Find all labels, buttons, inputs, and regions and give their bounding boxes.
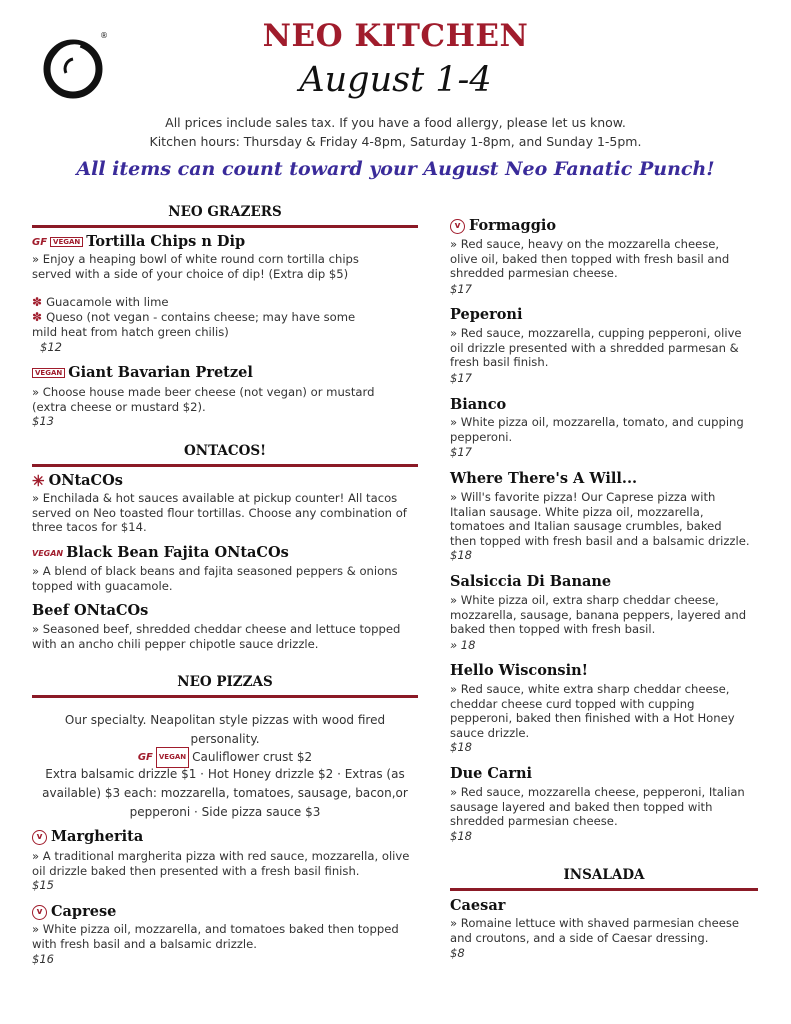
spice-icon: ✳	[32, 472, 45, 490]
vegetarian-icon: v	[32, 905, 47, 920]
item-price-tortilla-chips: $12	[40, 340, 62, 354]
info-text	[0, 113, 791, 151]
item-title-hello-wisconsin: Hello Wisconsin!	[450, 662, 588, 679]
item-price-caesar: $8	[450, 946, 465, 960]
dip-option-guacamole	[32, 295, 362, 310]
item-desc-caprese: » White pizza oil, mozzarella, and tomatoes baked then topped with fresh basil and a balsamic drizzle.	[32, 922, 399, 951]
item-title-formaggio	[450, 217, 556, 234]
section-heading-ontacos: ONTACOS!	[183, 443, 267, 459]
brand-title: NEO KITCHEN	[262, 18, 529, 54]
dip-option-text: Guacamole with lime	[46, 295, 169, 309]
dip-option-text: Queso (not vegan - contains cheese; may have some mild heat from hatch green chilis)	[32, 310, 356, 339]
item-price-peperoni: $17	[450, 371, 472, 385]
item-price-due-carni: $18	[450, 829, 472, 843]
item-desc-where-theres-a-will: » Will's favorite pizza! Our Caprese pizza with Italian sausage. White pizza oil, mozzarella, tomatoes and Italian sausage crumbles, baked then topped with fresh basil and a balsamic drizzle.	[450, 490, 750, 548]
vegetarian-icon: v	[450, 219, 465, 234]
item-desc-salsiccia: » White pizza oil, extra sharp cheddar cheese, mozzarella, sausage, banana peppers, layered and baked then topped with fresh basil.	[450, 593, 747, 636]
date-range: August 1-4	[299, 60, 492, 100]
vegetarian-icon: v	[32, 830, 47, 845]
item-price-formaggio: $17	[450, 282, 472, 296]
item-title-peperoni: Peperoni	[450, 306, 523, 323]
section-rule	[32, 695, 418, 698]
vegan-icon: VEGAN	[32, 368, 65, 378]
item-title-text: ONtaCOs	[48, 472, 123, 489]
item-title-tortilla-chips	[32, 233, 245, 250]
vegan-icon: VEGAN	[32, 548, 64, 558]
pizza-intro-specialty: Our specialty. Neapolitan style pizzas with wood fired personality.	[64, 713, 386, 746]
item-price-salsiccia: » 18	[450, 638, 476, 652]
item-title-text: Caprese	[51, 903, 117, 920]
pizza-intro-extras: Extra balsamic drizzle $1 · Hot Honey drizzle $2 · Extras (as available) $3 each: mozzarella, tomatoes, sausage, bacon,or pepperoni · Side pizza sauce $3	[42, 767, 408, 819]
item-desc-margherita: » A traditional margherita pizza with red sauce, mozzarella, olive oil drizzle baked then presented with a fresh basil finish.	[32, 849, 410, 878]
item-desc-bianco: » White pizza oil, mozzarella, tomato, and cupping pepperoni.	[450, 415, 744, 444]
section-heading-pizzas: NEO PIZZAS	[177, 674, 273, 690]
item-title-caprese	[32, 903, 116, 920]
item-desc-due-carni: » Red sauce, mozzarella cheese, pepperoni, Italian sausage layered and baked then topped with shredded parmesian cheese.	[450, 785, 745, 828]
gf-icon: GF	[137, 752, 153, 763]
item-title-text: Black Bean Fajita ONtaCOs	[66, 544, 289, 561]
vegan-icon: VEGAN	[156, 747, 189, 768]
item-title-pretzel	[32, 364, 253, 381]
item-title-text: Giant Bavarian Pretzel	[68, 364, 253, 381]
gf-icon: GF	[32, 236, 48, 248]
section-heading-insalada: INSALADA	[563, 867, 645, 883]
item-desc-hello-wisconsin: » Red sauce, white extra sharp cheddar cheese, cheddar cheese curd topped with cupping pepperoni, baked then finished with a Hot Honey sauce drizzle.	[450, 682, 735, 740]
item-desc-black-bean: » A blend of black beans and fajita seasoned peppers & onions topped with guacamole.	[32, 564, 398, 593]
item-price-caprese: $16	[32, 952, 54, 966]
item-title-where-theres-a-will: Where There's A Will...	[450, 470, 638, 487]
item-desc-peperoni: » Red sauce, mozzarella, cupping pepperoni, olive oil drizzle presented with a shredded parmesan & fresh basil finish.	[450, 326, 742, 369]
dip-option-queso	[32, 310, 362, 339]
info-line-hours: Kitchen hours: Thursday & Friday 4-8pm, Saturday 1-8pm, and Sunday 1-5pm.	[149, 134, 642, 149]
item-price-hello-wisconsin: $18	[450, 740, 472, 754]
item-title-black-bean	[32, 544, 289, 561]
clover-icon: ✽	[32, 310, 43, 325]
info-line-allergy: All prices include sales tax. If you have a food allergy, please let us know.	[165, 115, 626, 130]
item-desc-formaggio: » Red sauce, heavy on the mozzarella cheese, olive oil, baked then topped with fresh basil and shredded parmesian cheese.	[450, 237, 730, 280]
punch-note: All items can count toward your August Neo Fanatic Punch!	[76, 158, 715, 180]
vegan-icon: VEGAN	[50, 237, 83, 247]
item-title-text: Tortilla Chips n Dip	[86, 233, 246, 250]
item-price-pretzel: $13	[32, 414, 54, 428]
item-desc-pretzel: » Choose house made beer cheese (not vegan) or mustard (extra cheese or mustard $2).	[32, 385, 375, 414]
section-heading-grazers: NEO GRAZERS	[168, 204, 282, 220]
item-title-due-carni: Due Carni	[450, 765, 533, 782]
item-title-beef: Beef ONtaCOs	[32, 602, 149, 619]
section-rule	[32, 464, 418, 467]
item-title-text: Formaggio	[469, 217, 557, 234]
item-title-bianco: Bianco	[450, 396, 507, 413]
item-title-text: Margherita	[51, 828, 144, 845]
clover-icon: ✽	[32, 295, 43, 310]
item-desc-tortilla-chips: » Enjoy a heaping bowl of white round corn tortilla chips served with a side of your choice of dip! (Extra dip $5)	[32, 252, 359, 281]
item-title-ontacos	[32, 472, 123, 490]
item-desc-caesar: » Romaine lettuce with shaved parmesian cheese and croutons, and a side of Caesar dressing.	[450, 916, 740, 945]
registered-mark: ®	[100, 31, 108, 40]
item-price-where-theres-a-will: $18	[450, 548, 472, 562]
item-title-margherita	[32, 828, 143, 845]
item-desc-beef: » Seasoned beef, shredded cheddar cheese and lettuce topped with an ancho chili pepper chipotle sauce drizzle.	[32, 622, 401, 651]
section-rule	[450, 888, 758, 891]
item-title-salsiccia: Salsiccia Di Banane	[450, 573, 612, 590]
section-rule	[32, 225, 418, 228]
item-desc-ontacos: » Enchilada & hot sauces available at pickup counter! All tacos served on Neo toasted flour tortillas. Choose any combination of three tacos for $14.	[32, 491, 407, 534]
item-title-caesar: Caesar	[450, 897, 506, 914]
pizza-intro-text: Cauliflower crust $2	[192, 750, 313, 764]
item-price-bianco: $17	[450, 445, 472, 459]
item-price-margherita: $15	[32, 878, 54, 892]
